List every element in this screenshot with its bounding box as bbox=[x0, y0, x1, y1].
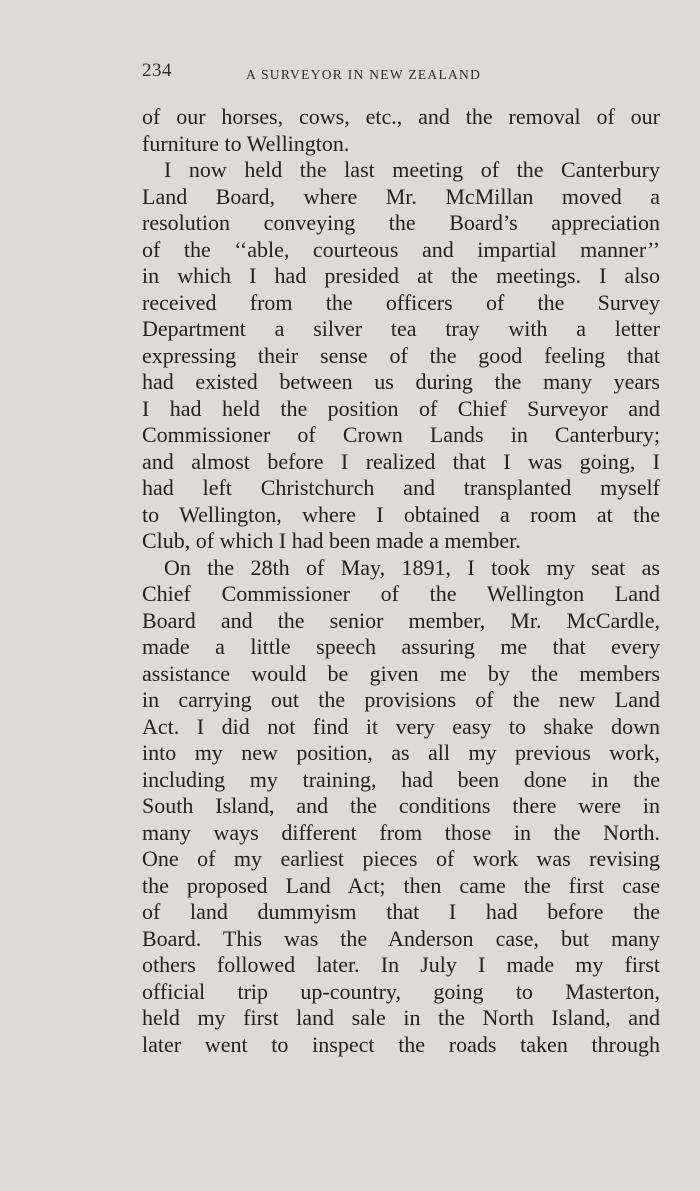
text-line: Chief Commissioner of the Wellington Land bbox=[142, 581, 660, 606]
text-line: received from the officers of the Survey bbox=[142, 289, 660, 315]
text-line: South Island, and the conditions there were in bbox=[142, 793, 660, 818]
text-line: furniture to Wellington. bbox=[142, 130, 350, 156]
text-line: in which I had presided at the meetings. I also bbox=[142, 263, 660, 288]
text-line: and almost before I realized that I was going, I bbox=[142, 448, 660, 474]
text-line: into my new position, as all my previous work, bbox=[142, 740, 660, 765]
text-line: had existed between us during the many years bbox=[142, 369, 660, 394]
text-line: Commissioner of Crown Lands in Canterbury; bbox=[142, 422, 660, 447]
text-line: Act. I did not find it very easy to shake down bbox=[142, 713, 660, 739]
text-line: to Wellington, where I obtained a room at the bbox=[142, 501, 660, 527]
text-line: Department a silver tea tray with a letter bbox=[142, 316, 660, 341]
text-line: Board. This was the Anderson case, but many bbox=[142, 925, 660, 951]
text-line: Club, of which I had been made a member. bbox=[142, 528, 521, 553]
text-line: including my training, had been done in the bbox=[142, 766, 660, 792]
text-line: of our horses, cows, etc., and the removal of our bbox=[142, 104, 660, 129]
text-line: others followed later. In July I made my first bbox=[142, 952, 660, 977]
text-line: Land Board, where Mr. McMillan moved a bbox=[142, 183, 660, 209]
text-line: many ways different from those in the North. bbox=[142, 819, 660, 845]
text-line: later went to inspect the roads taken through bbox=[142, 1031, 660, 1057]
text-line: the proposed Land Act; then came the first case bbox=[142, 872, 660, 898]
text-line: had left Christchurch and transplanted myself bbox=[142, 475, 660, 500]
text-line: of the ‘‘able, courteous and impartial manner’’ bbox=[142, 236, 660, 262]
text-line: resolution conveying the Board’s appreciation bbox=[142, 210, 660, 235]
text-line: official trip up-country, going to Masterton, bbox=[142, 978, 660, 1004]
text-line: assistance would be given me by the members bbox=[142, 660, 660, 686]
text-line: made a little speech assuring me that every bbox=[142, 634, 660, 659]
text-line: expressing their sense of the good feeling that bbox=[142, 342, 660, 368]
text-line: One of my earliest pieces of work was revising bbox=[142, 846, 660, 871]
running-head: A SURVEYOR IN NEW ZEALAND bbox=[246, 67, 482, 82]
page-number: 234 bbox=[142, 60, 172, 81]
text-line: I had held the position of Chief Surveyor and bbox=[142, 395, 660, 421]
body-text bbox=[142, 104, 660, 1058]
page-header bbox=[142, 60, 660, 90]
text-line: in carrying out the provisions of the new Land bbox=[142, 687, 660, 712]
text-line: Board and the senior member, Mr. McCardle, bbox=[142, 607, 660, 633]
text-line: On the 28th of May, 1891, I took my seat as bbox=[164, 554, 660, 580]
text-line: I now held the last meeting of the Canterbury bbox=[164, 157, 660, 182]
text-line: held my first land sale in the North Island, and bbox=[142, 1005, 660, 1030]
text-line: of land dummyism that I had before the bbox=[142, 899, 660, 924]
